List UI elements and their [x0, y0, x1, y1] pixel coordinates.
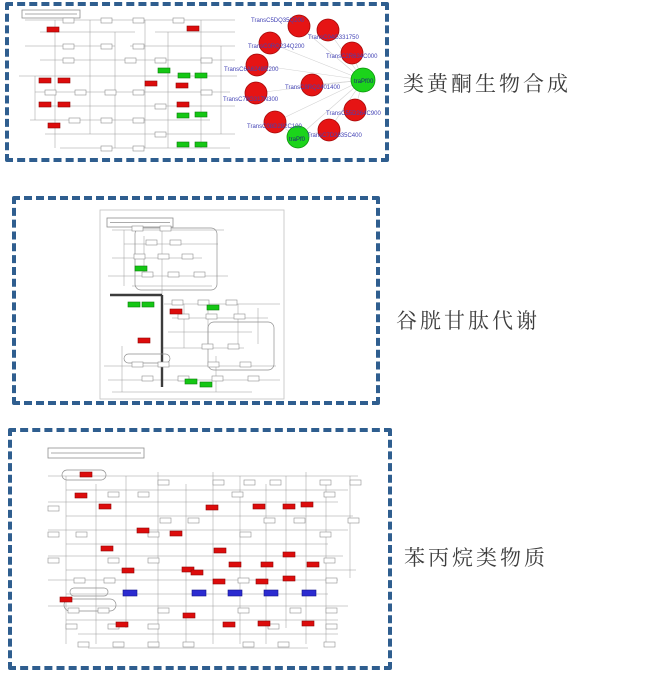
enzyme-box-up [138, 338, 150, 343]
enzyme-box [104, 578, 115, 583]
panel-flavonoid-biosynthesis [5, 2, 389, 162]
enzyme-box [148, 642, 159, 647]
enzyme-box-up [213, 579, 225, 584]
enzyme-box [142, 272, 153, 277]
phenylpropanoid-pathway-canvas [8, 428, 392, 670]
enzyme-box [244, 480, 255, 485]
enzyme-box-up [256, 579, 268, 584]
enzyme-box [132, 226, 143, 231]
enzyme-box [63, 58, 74, 63]
enzyme-box-up [170, 309, 182, 314]
pathway-map-frame [100, 210, 284, 399]
enzyme-box-up [39, 102, 51, 107]
enzyme-box-blue [123, 590, 137, 596]
enzyme-box [101, 18, 112, 23]
flavonoid-pathway-canvas [5, 2, 389, 162]
enzyme-box [270, 480, 281, 485]
enzyme-box [278, 642, 289, 647]
enzyme-box-up [101, 546, 113, 551]
enzyme-box [201, 90, 212, 95]
enzyme-box-up [307, 562, 319, 567]
enzyme-box [138, 492, 149, 497]
pathway-group-outline [70, 588, 108, 596]
enzyme-box [178, 314, 189, 319]
label-glutathione-metabolism: 谷胱甘肽代谢 [396, 310, 540, 333]
enzyme-box-up [137, 528, 149, 533]
enzyme-box [155, 104, 166, 109]
enzyme-box [320, 532, 331, 537]
enzyme-box [48, 558, 59, 563]
enzyme-box-up [99, 504, 111, 509]
enzyme-box [133, 118, 144, 123]
enzyme-box [148, 532, 159, 537]
enzyme-box [113, 642, 124, 647]
enzyme-box-up [283, 576, 295, 581]
enzyme-box [48, 506, 59, 511]
enzyme-box-down [185, 379, 197, 384]
enzyme-box-up [301, 502, 313, 507]
enzyme-box [234, 314, 245, 319]
enzyme-box [76, 532, 87, 537]
enzyme-box-down [135, 266, 147, 271]
enzyme-box [133, 18, 144, 23]
enzyme-box [108, 492, 119, 497]
enzyme-box [148, 624, 159, 629]
enzyme-box [108, 558, 119, 563]
enzyme-box [172, 300, 183, 305]
enzyme-box [45, 90, 56, 95]
enzyme-box [158, 254, 169, 259]
enzyme-box [198, 300, 209, 305]
network-node-label: TransC08D282C100 [247, 124, 302, 130]
enzyme-box-blue [264, 590, 278, 596]
enzyme-box-down [177, 113, 189, 118]
enzyme-box [226, 300, 237, 305]
enzyme-box [243, 642, 254, 647]
network-node-label: TransC78G317N300 [223, 97, 279, 103]
network-node-label: TransC6A6248R200 [224, 67, 279, 73]
enzyme-box-up [253, 504, 265, 509]
enzyme-box [232, 492, 243, 497]
label-flavonoid-biosynthesis: 类黄酮生物合成 [403, 73, 571, 96]
network-node-label: traPf0 [289, 137, 306, 143]
enzyme-box [188, 518, 199, 523]
enzyme-box-up [183, 613, 195, 618]
enzyme-box [68, 608, 79, 613]
enzyme-box-up [187, 26, 199, 31]
enzyme-box-up [258, 621, 270, 626]
enzyme-box-up [60, 597, 72, 602]
enzyme-box-up [116, 622, 128, 627]
network-node-label: TransC2R634C000 [326, 54, 378, 60]
glutathione-pathway-canvas [12, 196, 380, 405]
enzyme-box [182, 254, 193, 259]
enzyme-box-down [178, 73, 190, 78]
panel-phenylpropanoid [8, 428, 392, 670]
enzyme-box [78, 642, 89, 647]
enzyme-box-up [39, 78, 51, 83]
network-node-label: TransC8RQ2401400 [285, 85, 341, 91]
enzyme-box [170, 240, 181, 245]
enzyme-box [326, 608, 337, 613]
enzyme-box [326, 578, 337, 583]
enzyme-box-up [191, 570, 203, 575]
enzyme-box [202, 344, 213, 349]
enzyme-box [101, 44, 112, 49]
enzyme-box [290, 608, 301, 613]
enzyme-box [248, 376, 259, 381]
enzyme-box-up [302, 621, 314, 626]
network-node-label: TransC7D2835C400 [307, 133, 362, 139]
network-node-label: TransC55D264C900 [326, 111, 381, 117]
enzyme-box [326, 624, 337, 629]
enzyme-box [142, 376, 153, 381]
network-node-label: TransC04G331750 [308, 35, 359, 41]
enzyme-box-down [177, 142, 189, 147]
enzyme-box-up [145, 81, 157, 86]
enzyme-box [69, 118, 80, 123]
enzyme-box [206, 314, 217, 319]
network-node-label: TransC0RQ234Q200 [248, 44, 305, 50]
enzyme-box [132, 362, 143, 367]
enzyme-box-down [195, 142, 207, 147]
enzyme-box-up [223, 622, 235, 627]
enzyme-box [194, 272, 205, 277]
enzyme-box-blue [302, 590, 316, 596]
enzyme-box [240, 362, 251, 367]
enzyme-box [324, 558, 335, 563]
enzyme-box [155, 132, 166, 137]
enzyme-box [348, 518, 359, 523]
enzyme-box-down [128, 302, 140, 307]
network-node-label: TransC5DQ35Q200 [251, 18, 305, 24]
panel-glutathione-metabolism [12, 196, 380, 405]
enzyme-box [350, 480, 361, 485]
enzyme-box-up [214, 548, 226, 553]
enzyme-box [63, 44, 74, 49]
enzyme-box-down [207, 305, 219, 310]
gene-node-up [259, 32, 281, 54]
enzyme-box-down [158, 68, 170, 73]
enzyme-box [294, 518, 305, 523]
enzyme-box [63, 18, 74, 23]
enzyme-box-up [80, 472, 92, 477]
enzyme-box-up [206, 505, 218, 510]
enzyme-box [168, 272, 179, 277]
enzyme-box-up [58, 102, 70, 107]
enzyme-box-up [48, 123, 60, 128]
enzyme-box [201, 58, 212, 63]
enzyme-box-down [142, 302, 154, 307]
enzyme-box [208, 362, 219, 367]
enzyme-box [173, 18, 184, 23]
enzyme-box [238, 578, 249, 583]
enzyme-box [213, 480, 224, 485]
enzyme-box-down [195, 112, 207, 117]
enzyme-box [158, 362, 169, 367]
enzyme-box-up [229, 562, 241, 567]
enzyme-box [75, 90, 86, 95]
enzyme-box [48, 532, 59, 537]
enzyme-box-up [75, 493, 87, 498]
enzyme-box [148, 558, 159, 563]
enzyme-box [133, 90, 144, 95]
enzyme-box-up [122, 568, 134, 573]
gene-node-up [344, 99, 366, 121]
enzyme-box [183, 642, 194, 647]
enzyme-box [238, 608, 249, 613]
enzyme-box [105, 90, 116, 95]
enzyme-box [324, 642, 335, 647]
enzyme-box [98, 608, 109, 613]
enzyme-box [158, 608, 169, 613]
enzyme-box [155, 58, 166, 63]
enzyme-box-up [283, 504, 295, 509]
enzyme-box-up [176, 83, 188, 88]
enzyme-box-down [200, 382, 212, 387]
enzyme-box-up [283, 552, 295, 557]
enzyme-box [158, 480, 169, 485]
enzyme-box [66, 624, 77, 629]
enzyme-box [228, 344, 239, 349]
enzyme-box [320, 480, 331, 485]
enzyme-box [101, 146, 112, 151]
enzyme-box [133, 146, 144, 151]
enzyme-box [160, 518, 171, 523]
enzyme-box [264, 518, 275, 523]
enzyme-box-down [195, 73, 207, 78]
network-node-label: traPf00 [354, 79, 374, 85]
enzyme-box-up [261, 562, 273, 567]
enzyme-box-up [177, 102, 189, 107]
enzyme-box [146, 240, 157, 245]
enzyme-box-blue [228, 590, 242, 596]
enzyme-box-up [170, 531, 182, 536]
enzyme-box [160, 226, 171, 231]
enzyme-box-blue [192, 590, 206, 596]
enzyme-box [240, 532, 251, 537]
enzyme-box-up [47, 27, 59, 32]
enzyme-box [133, 44, 144, 49]
label-phenylpropanoid: 苯丙烷类物质 [404, 547, 548, 570]
enzyme-box [125, 58, 136, 63]
enzyme-box-up [58, 78, 70, 83]
enzyme-box [101, 118, 112, 123]
enzyme-box [324, 492, 335, 497]
gene-node-up [341, 42, 363, 64]
enzyme-box [212, 376, 223, 381]
enzyme-box [74, 578, 85, 583]
enzyme-box [134, 254, 145, 259]
